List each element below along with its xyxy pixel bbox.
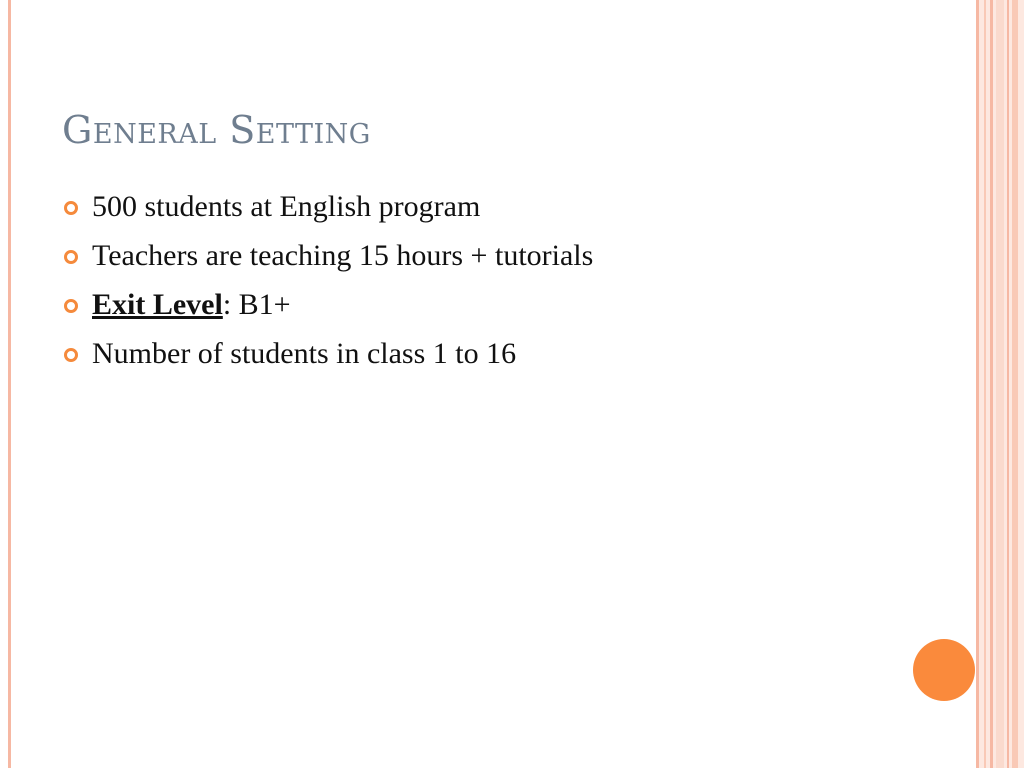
bullet-text: 500 students at English program [92, 190, 481, 223]
list-item [62, 284, 593, 333]
stripe [990, 0, 993, 768]
left-border-decoration [8, 0, 11, 768]
stripe [996, 0, 1004, 768]
stripe [984, 0, 986, 768]
bullet-text: Number of students in class 1 to 16 [92, 337, 517, 370]
bullet-icon [64, 201, 78, 215]
stripe [1012, 0, 1018, 768]
bullet-icon [64, 299, 78, 313]
list-item [62, 333, 593, 382]
slide-title: General Setting [62, 108, 371, 152]
bullet-icon [64, 250, 78, 264]
exit-level-label: Exit Level [92, 288, 223, 321]
list-item [62, 186, 593, 235]
stripe [976, 0, 979, 768]
exit-level-separator: : [222, 288, 239, 321]
orange-circle-decoration [913, 639, 975, 701]
exit-level-value: B1+ [238, 288, 291, 321]
right-stripes-decoration [976, 0, 1024, 768]
bullet-text: Teachers are teaching 15 hours + tutorials [92, 239, 594, 272]
bullet-icon [64, 348, 78, 362]
list-item [62, 235, 593, 284]
bullet-list [62, 186, 593, 382]
stripe [1007, 0, 1009, 768]
